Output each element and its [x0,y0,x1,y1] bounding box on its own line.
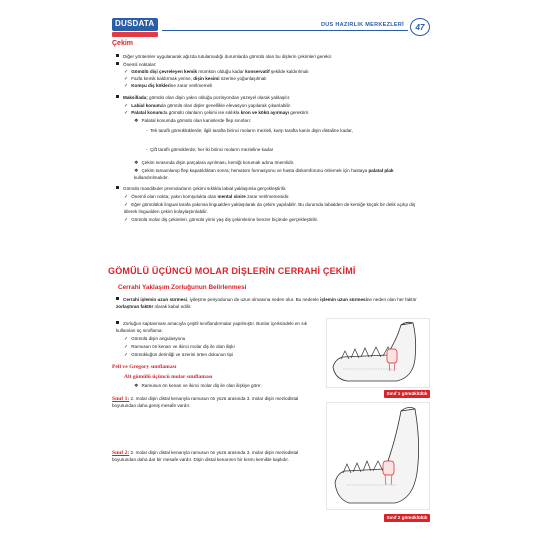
section-check-1: ✓ Gömülü dişin angulasyonu [124,336,186,342]
section-diamond-1: ❖ Ramusun ön kenarı ve ikinci molar diş ile olan ilişkiye göre: [134,383,262,389]
cekim-check-8: ✓ Gömülü molar diş çekimleri, gömülü yirmi yaş diş çekimlerine benzer biçimde gerçekleştirilir. [124,217,319,223]
cekim-p4: Gömülü mandibuler premolarların çekimi sıklıkla labial yaklaşımla gerçekleştirilir. [116,186,426,193]
textbook-page [108,18,432,538]
cekim-p3: Maksillada; gömülü olan dişin yakın olduğu pozisyondan yüzeyel olarak yaklaşılır. [116,95,426,102]
section-check-2: ✓ Ramusun ön kenarı ve ikinci molar diş ile olan ilişki [124,344,235,350]
cekim-check-1: ✓ Gömülü dişi çevreleyen kemik mümkün olduğu kadar konservatif şekilde kaldırılmalı [124,69,309,75]
cekim-dash-1: - Tek taraflı gömüklüklerde; ilgili tarafta birinci moların mezieli, karşı tarafta kanin dişin distaline kadar, [146,128,353,133]
cekim-check-3: ✓ Komşu diş köklerine zarar verilmemeli [124,83,213,89]
page-number: 47 [410,18,430,36]
logo-text: DUSDATA [115,19,155,28]
mandible-illustration-2 [327,403,431,511]
cekim-check-2: ✓ Fazla kemik kaldırmak yerine, dişin kesimi üzerine yoğunlaşılmalı [124,76,267,82]
page-header [112,18,432,40]
section-p1: Cerrahi işlemin uzun sürmesi, iyileşme periyodunun de uzun olmasına neden olur. Bu nedenle işlemin uzun sürmesine neden olan her faktör zorlaştıran faktör olarak kabul edilir. [116,297,417,309]
cekim-dash-2: - Çift taraflı gömüklerde; her iki birinci moların mezieline kadar [146,147,274,152]
cekim-diamond-1: ❖ Palatal konumda gömülü olan kaninlerde flep sınırları: [134,118,252,124]
cekim-p1: Diğer yöntemler uygulanarak ağızda tutulamadığı durumlarda gömülü olan bu dişlerin çekimleri gerekir. [116,54,426,61]
mandible-illustration-1 [327,319,431,389]
cekim-check-4: ✓ Labial konumda gömülü olan dişler genellikle elevasyon yapılarak çıkarılabilir. [124,103,292,109]
figure-class-2 [326,402,430,510]
section-title: GÖMÜLÜ ÜÇÜNCÜ MOLAR DİŞLERİN CERRAHİ ÇEKİMİ [108,266,356,276]
class-1-text: Sınıf 1: 2. molar dişin distal kenarıyla ramusun ön yüzü arasında 3. molar dişin meziodistal boyutundan daha geniş mesafe vardır. [112,396,299,408]
section-check-3: ✓ Gömükluğün derinliği ve üzerini örten dokunun tipi [124,352,234,358]
cekim-heading: Çekim [112,40,134,47]
cekim-p2: Önemli noktalar: [116,62,426,69]
cekim-diamond-3: ❖ Çekim tamamlanıp flep kapatıldıktan sonra; hematom formasyonu ve hasta diskomforunu önlemek için hastaya palatal plak kullandırılmalıdır. [134,168,394,180]
figure-1-caption: Sınıf 1 gömüklülük [384,390,430,398]
cekim-check-6: ✓ Önemli olan nokta; yakın komşulukta olan mental sinire zarar verilmemesidir. [124,194,290,200]
section-subtitle: Cerrahi Yaklaşım Zorluğunun Belirlenmesi [118,284,247,291]
pell-gregory-title: Pell ve Gregory sınıflaması [112,364,177,370]
header-title: DUS HAZIRLIK MERKEZLERİ [321,22,404,28]
figure-class-1 [326,318,430,388]
figure-2-caption: Sınıf 2 gömüklülük [384,514,430,522]
cekim-diamond-2: ❖ Çekim sırasında dişin parçalara ayrılması, kemiği korumak adına önemlidir. [134,160,295,166]
class-2-text: Sınıf 2: 2. molar dişin distal kenarıyla ramusun ön yüzü arasında 3. molar dişin meziodistal boyutundan daha dar bir mesafe vardır. Dişin distal kenarının bir kısmı kemikle kaplıdır. [112,450,299,462]
alt-molar-title: Alt gömülü üçüncü molar sınıflaması [124,374,213,380]
section-p2: Zorluğun saptanması amacıyla çeşitli sınıflandırmalar yapılmıştır. Bunlar içerisindeki en sık kullanılan üç sınıflama: [116,321,308,333]
logo [112,18,158,38]
header-bar [162,21,408,31]
cekim-check-7: ✓ Eğer gömülülük lingual tarafa yakınsa lingualden yaklaşılarak da çekim yapılabilir. Bu durumda labialden de kemiğe küçük bir delik açılıp diş itilerek lingualden çekim kolaylaştırılabilir. [124,202,416,214]
cekim-check-5: ✓ Palatal konumda gömülü olanların çekimi ise sıklıkla kron ve kökü ayırmayı gerektirir. [124,110,310,116]
